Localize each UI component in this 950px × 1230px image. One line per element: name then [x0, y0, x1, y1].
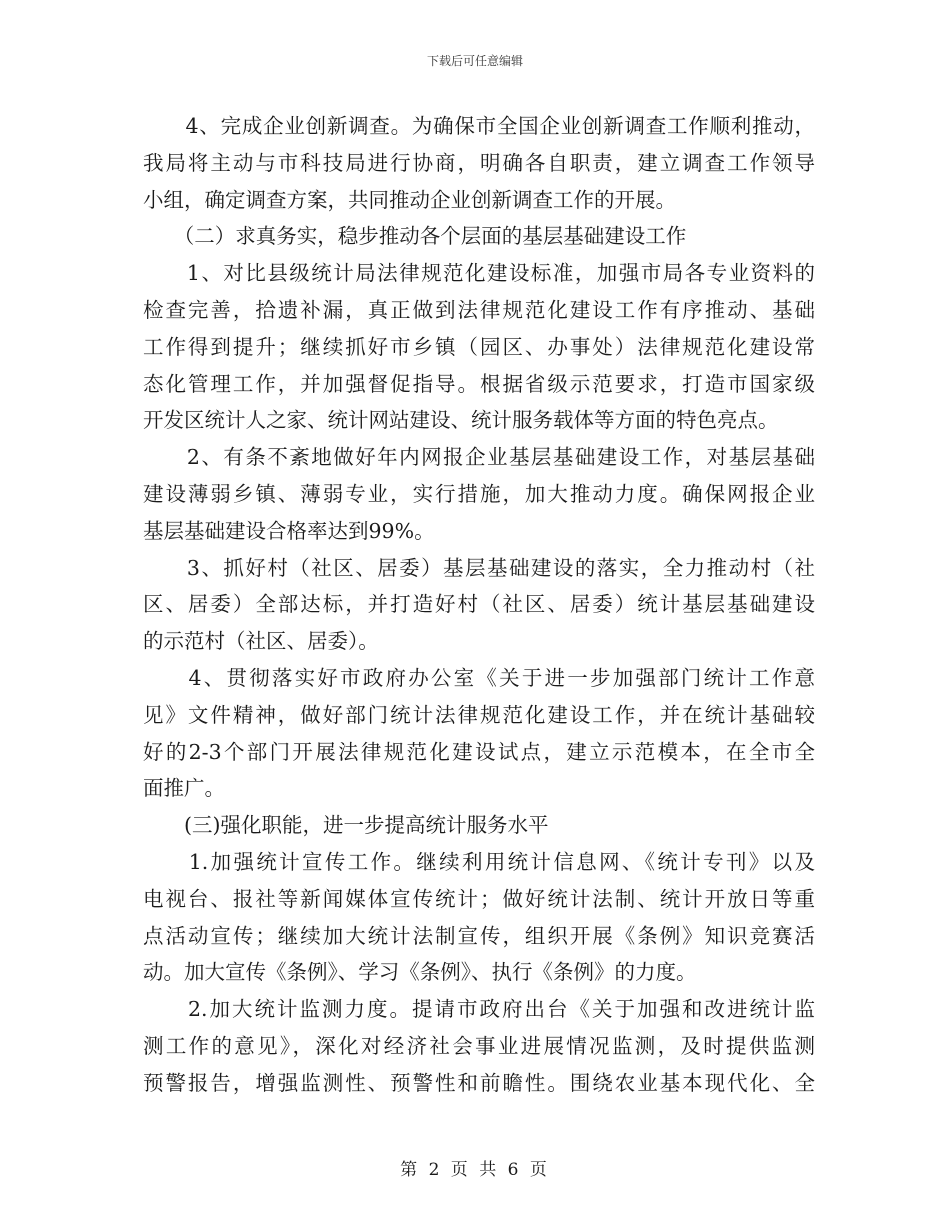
page-header: 下载后可任意编辑 [426, 54, 523, 68]
text-line: 4、完成企业创新调查。为确保市全国企业创新调查工作顺利推动， [143, 114, 815, 138]
text-line: 开发区统计人之家、统计网站建设、统计服务载体等方面的特色亮点。 [143, 408, 779, 433]
text-line: 预警报告，增强监测性、预警性和前瞻性。围绕农业基本现代化、全 [143, 1070, 815, 1095]
text-line: 工作得到提升；继续抓好市乡镇（园区、办事处）法律规范化建设常 [143, 334, 815, 359]
text-line: 2.加大统计监测力度。提请市政府出台《关于加强和改进统计监 [143, 997, 815, 1022]
document-body [143, 108, 815, 1102]
text-line: 我局将主动与市科技局进行协商，明确各自职责，建立调查工作领导 [143, 150, 815, 175]
text-line: 区、居委）全部达标，并打造好村（社区、居委）统计基层基础建设 [143, 592, 815, 617]
text-line: 2、有条不紊地做好年内网报企业基层基础建设工作，对基层基础 [143, 445, 815, 470]
text-line: 态化管理工作，并加强督促指导。根据省级示范要求，打造市国家级 [143, 371, 815, 396]
text-line: 电视台、报社等新闻媒体宣传统计；做好统计法制、统计开放日等重 [143, 886, 815, 911]
page-footer: 第 2 页 共 6 页 [400, 1160, 550, 1180]
text-line: 动。加大宣传《条例》、学习《条例》、执行《条例》的力度。 [143, 960, 697, 985]
text-line: 3、抓好村（社区、居委）基层基础建设的落实，全力推动村（社 [143, 555, 815, 580]
text-line: 1.加强统计宣传工作。继续利用统计信息网、《统计专刊》以及 [143, 849, 815, 874]
text-line: 测工作的意见》，深化对经济社会事业进展情况监测，及时提供监测 [143, 1033, 815, 1058]
text-line: 的示范村（社区、居委）。 [143, 629, 379, 654]
text-line: 基层基础建设合格率达到99%。 [143, 518, 435, 543]
text-line: （二）求真务实，稳步推动各个层面的基层基础建设工作 [143, 224, 687, 249]
text-line: 好的2-3个部门开展法律规范化建设试点，建立示范模本，在全市全 [143, 739, 815, 764]
text-line: 4、贯彻落实好市政府办公室《关于进一步加强部门统计工作意 [143, 665, 815, 690]
text-line: 检查完善，拾遗补漏，真正做到法律规范化建设工作有序推动、基础 [143, 297, 815, 322]
text-line: 1、对比县级统计局法律规范化建设标准，加强市局各专业资料的 [143, 261, 815, 286]
text-line: 建设薄弱乡镇、薄弱专业，实行措施，加大推动力度。确保网报企业 [143, 481, 815, 506]
text-line: 面推广。 [143, 776, 225, 801]
text-line: 见》文件精神，做好部门统计法律规范化建设工作，并在统计基础较 [143, 702, 815, 727]
text-line: 小组，确定调查方案，共同推动企业创新调查工作的开展。 [143, 187, 676, 212]
text-line: 点活动宣传；继续加大统计法制宣传，组织开展《条例》知识竞赛活 [143, 923, 815, 948]
text-line: (三)强化职能，进一步提高统计服务水平 [143, 813, 549, 838]
